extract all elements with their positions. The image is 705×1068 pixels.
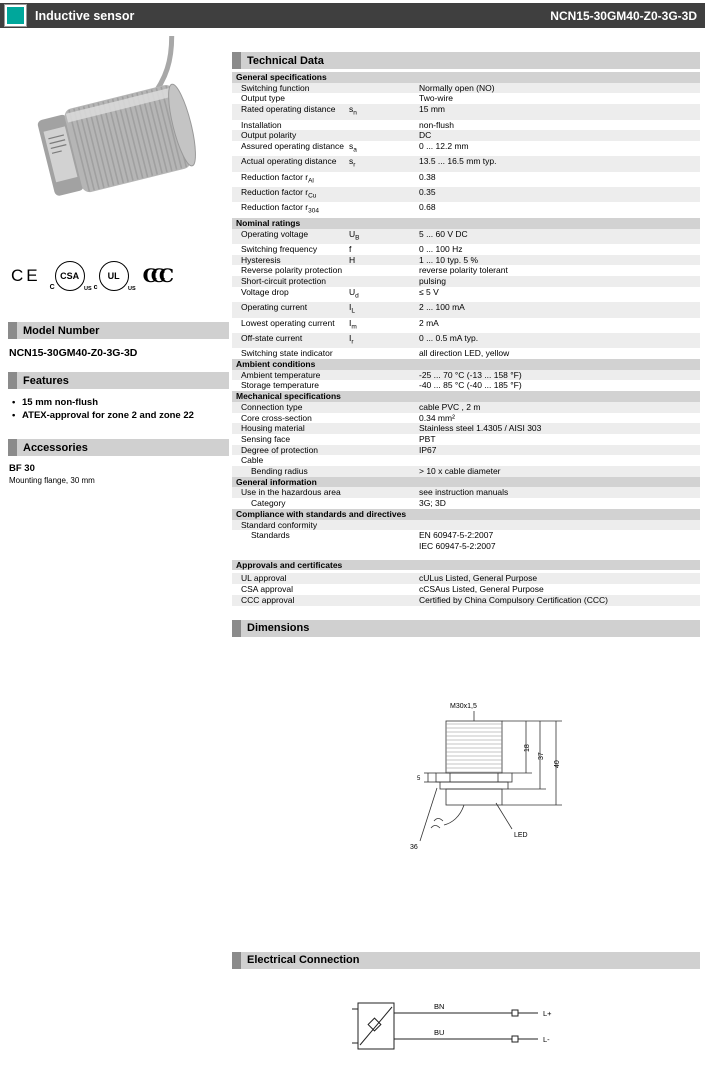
sensing-face-marks	[352, 1009, 358, 1043]
sensor-symbol-square	[368, 1018, 381, 1031]
row-value: 5 ... 60 V DC	[419, 228, 468, 239]
dim-thread-hatch	[446, 724, 502, 772]
row-value: 1 ... 10 typ. 5 %	[419, 254, 479, 265]
dim-led-leader	[496, 803, 512, 829]
row-value: 0 ... 0.5 mA typ.	[419, 332, 479, 343]
model-number-heading: Model Number	[23, 324, 100, 337]
table-row	[232, 423, 700, 434]
row-symbol	[349, 187, 419, 202]
section-header-label: Mechanical specifications	[236, 391, 341, 402]
row-symbol	[349, 348, 419, 359]
row-symbol	[349, 455, 419, 466]
row-value: reverse polarity tolerant	[419, 265, 508, 276]
table-section-header	[232, 509, 700, 520]
row-value: pulsing	[419, 276, 446, 287]
brand-square-icon	[5, 5, 26, 26]
row-symbol	[349, 202, 419, 217]
table-row	[232, 402, 700, 413]
wire-label-bn: BN	[434, 1001, 445, 1011]
row-symbol	[349, 423, 419, 434]
row-label: Reduction factor $r_{304}$	[241, 202, 319, 216]
section-header-label: Approvals and certificates	[236, 559, 343, 570]
row-label: CSA approval	[241, 584, 293, 595]
row-symbol	[349, 595, 419, 606]
terminal-l-minus	[512, 1036, 518, 1042]
supply-label-l-minus: L-	[543, 1034, 550, 1044]
table-row	[232, 83, 700, 94]
row-symbol	[349, 83, 419, 94]
table-gap	[232, 552, 700, 560]
dim-lower-body	[446, 789, 502, 805]
row-value: Two-wire	[419, 93, 454, 104]
table-row	[232, 276, 700, 287]
table-row	[232, 455, 700, 466]
row-label: Cable	[241, 455, 264, 466]
certification-logos	[8, 254, 229, 298]
row-value: 0 ... 100 Hz	[419, 243, 463, 254]
table-row	[232, 156, 700, 171]
row-symbol	[349, 402, 419, 413]
ul-us-label: US	[127, 286, 136, 292]
row-label: UL approval	[241, 573, 287, 584]
row-label: Rated operating distance	[241, 104, 336, 115]
row-symbol: $I_L$	[349, 302, 355, 315]
accessories-heading: Accessories	[23, 441, 88, 454]
dim-label-5: 5	[417, 775, 421, 782]
row-symbol: H	[349, 254, 356, 265]
product-photo	[8, 36, 229, 248]
row-label: Storage temperature	[241, 380, 319, 391]
row-value	[419, 455, 700, 466]
row-symbol	[349, 130, 419, 141]
dim-label-40: 40	[554, 759, 561, 768]
row-symbol	[349, 93, 419, 104]
left-column	[8, 36, 229, 485]
row-symbol: $I_m$	[349, 317, 357, 331]
table-row	[232, 187, 700, 202]
dimension-drawing-area	[390, 697, 700, 882]
table-row	[232, 255, 700, 266]
table-section-header	[232, 218, 700, 229]
table-row	[232, 229, 700, 244]
row-value: 2 ... 100 mA	[419, 302, 465, 313]
row-label: Reduction factor $r_{Al}$	[241, 171, 314, 185]
row-symbol	[349, 573, 419, 584]
row-value: IP67	[419, 444, 437, 455]
table-section-header	[232, 477, 700, 488]
row-label: Short-circuit protection	[241, 276, 327, 287]
terminal-l-plus	[512, 1010, 518, 1016]
model-number-value: NCN15-30GM40-Z0-3G-3D	[9, 347, 138, 359]
row-value: -40 ... 85 °C (-40 ... 185 °F)	[419, 380, 522, 391]
row-label: Bending radius	[251, 466, 308, 477]
table-row	[232, 348, 700, 359]
row-symbol	[349, 498, 419, 509]
row-value: EN 60947-5-2:2007 IEC 60947-5-2:2007	[419, 530, 496, 551]
row-value: 13.5 ... 16.5 mm typ.	[419, 156, 497, 167]
ul-logo	[93, 261, 136, 292]
dim-36-leader	[420, 788, 437, 841]
row-value: cable PVC , 2 m	[419, 401, 481, 412]
dimension-drawing	[390, 697, 600, 877]
row-symbol: f	[349, 243, 352, 254]
row-value: > 10 x cable diameter	[419, 466, 501, 477]
row-label: Voltage drop	[241, 286, 289, 297]
table-row	[232, 370, 700, 381]
row-label: Hysteresis	[241, 254, 281, 265]
table-row	[232, 120, 700, 131]
table-row	[232, 466, 700, 477]
table-row	[232, 202, 700, 217]
features-list	[11, 396, 229, 422]
row-value: ≤ 5 V	[419, 286, 439, 297]
model-number-section-bar	[8, 322, 229, 339]
row-label: Output type	[241, 93, 285, 104]
row-value: non-flush	[419, 119, 454, 130]
row-label: Switching state indicator	[241, 348, 333, 359]
table-row	[232, 333, 700, 348]
row-label: Connection type	[241, 401, 303, 412]
right-column	[232, 52, 700, 1068]
row-value: DC	[419, 130, 432, 141]
dimensions-section-bar	[232, 620, 700, 637]
row-symbol: $s_a$	[349, 140, 357, 154]
row-value: 0.68	[419, 202, 436, 213]
row-symbol	[349, 520, 419, 531]
row-label: Operating current	[241, 302, 308, 313]
table-row	[232, 93, 700, 104]
electrical-connection-heading: Electrical Connection	[247, 954, 360, 966]
features-heading: Features	[23, 374, 69, 387]
section-header-label: Compliance with standards and directives	[236, 508, 407, 519]
row-symbol	[349, 445, 419, 456]
row-value: all direction LED, yellow	[419, 348, 510, 359]
row-value: PBT	[419, 433, 436, 444]
technical-data-table	[232, 72, 700, 606]
dimensions-heading: Dimensions	[247, 622, 310, 634]
row-label: Lowest operating current	[241, 317, 335, 328]
row-symbol	[349, 276, 419, 287]
csa-logo	[49, 261, 92, 292]
row-symbol: $s_r$	[349, 156, 356, 169]
table-section-header	[232, 359, 700, 370]
row-label: Standards	[251, 530, 290, 541]
table-row	[232, 445, 700, 456]
electrical-connection-section-bar	[232, 952, 700, 969]
row-label: Use in the hazardous area	[241, 487, 341, 498]
row-label: Sensing face	[241, 433, 291, 444]
row-value: see instruction manuals	[419, 487, 509, 498]
dim-flange-nut	[436, 773, 512, 782]
electrical-diagram-area	[342, 991, 700, 1068]
row-label: Assured operating distance	[241, 140, 345, 151]
section-header-label: Nominal ratings	[236, 217, 301, 228]
section-header-label: General information	[236, 476, 317, 487]
row-symbol	[349, 120, 419, 131]
row-value: 0 ... 12.2 mm	[419, 140, 469, 151]
section-header-label: General specifications	[236, 72, 327, 82]
table-row	[232, 141, 700, 156]
row-symbol	[349, 434, 419, 445]
part-number-title: NCN15-30GM40-Z0-3G-3D	[550, 8, 697, 23]
row-symbol: $I_r$	[349, 332, 354, 346]
dim-label-thread: M30x1,5	[450, 702, 477, 710]
table-row	[232, 130, 700, 141]
row-label: Off-state current	[241, 332, 303, 343]
row-symbol	[349, 487, 419, 498]
ccc-logo: CCC	[142, 265, 167, 287]
table-row	[232, 172, 700, 187]
row-value: Normally open (NO)	[419, 82, 495, 93]
row-symbol	[349, 172, 419, 187]
row-value: cCSAus Listed, General Purpose	[419, 584, 544, 595]
row-label: Core cross-section	[241, 412, 312, 423]
accessory-description: Mounting flange, 30 mm	[9, 476, 95, 485]
row-value: Stainless steel 1.4305 / AISI 303	[419, 423, 542, 434]
product-family-title: Inductive sensor	[35, 8, 135, 23]
row-symbol	[349, 370, 419, 381]
row-label: Housing material	[241, 423, 305, 434]
csa-us-label: US	[83, 286, 92, 292]
row-value: -25 ... 70 °C (-13 ... 158 °F)	[419, 369, 522, 380]
table-row	[232, 573, 700, 584]
supply-label-l-plus: L+	[543, 1008, 552, 1018]
table-row	[232, 487, 700, 498]
row-symbol	[349, 530, 419, 551]
table-section-header	[232, 560, 700, 571]
table-section-header	[232, 72, 700, 83]
row-symbol	[349, 380, 419, 391]
row-symbol: $U_d$	[349, 286, 359, 300]
dim-barrel	[446, 721, 502, 773]
row-label: Output polarity	[241, 130, 297, 141]
dim-cable	[444, 805, 464, 825]
row-label: Switching function	[241, 82, 310, 93]
table-row	[232, 595, 700, 606]
dim-label-18: 18	[524, 743, 531, 752]
table-row	[232, 265, 700, 276]
electrical-connection-diagram	[342, 991, 592, 1063]
ul-c-label: c	[93, 284, 98, 291]
row-label: Standard conformity	[241, 519, 318, 530]
row-value: 3G; 3D	[419, 498, 446, 509]
row-value: 0.34 mm²	[419, 412, 455, 423]
wire-label-bu: BU	[434, 1027, 445, 1037]
row-value: 0.35	[419, 187, 436, 198]
row-value: 2 mA	[419, 317, 439, 328]
row-label: Category	[251, 498, 286, 509]
row-label: CCC approval	[241, 594, 295, 605]
row-label: Actual operating distance	[241, 156, 337, 167]
row-symbol: $s_n$	[349, 104, 357, 117]
row-symbol: $U_B$	[349, 228, 360, 242]
csa-c-label: C	[49, 284, 55, 291]
technical-data-heading: Technical Data	[247, 54, 324, 67]
row-value: cULus Listed, General Purpose	[419, 573, 538, 584]
table-row	[232, 318, 700, 333]
row-value: Certified by China Compulsory Certification (CCC)	[419, 594, 608, 605]
table-row	[232, 302, 700, 317]
dim-label-37: 37	[538, 751, 545, 760]
row-value: 15 mm	[419, 104, 445, 115]
row-label: Installation	[241, 119, 282, 130]
row-label: Ambient temperature	[241, 369, 321, 380]
dim-cable-break	[431, 818, 443, 828]
ce-mark-logo: CE	[11, 266, 41, 285]
table-row	[232, 520, 700, 531]
dim-label-led: LED	[514, 831, 528, 839]
row-symbol	[349, 413, 419, 424]
table-row	[232, 287, 700, 302]
feature-item: • 15 mm non-flush	[11, 396, 229, 409]
table-section-header	[232, 391, 700, 402]
table-row	[232, 380, 700, 391]
csa-main-label: CSA	[60, 271, 80, 281]
title-bar	[0, 3, 705, 28]
technical-data-section-bar	[232, 52, 700, 69]
row-symbol	[349, 584, 419, 595]
row-symbol	[349, 466, 419, 477]
row-value	[419, 520, 700, 531]
ul-main-label: UL	[107, 271, 120, 281]
features-section-bar	[8, 372, 229, 389]
row-label: Reverse polarity protection	[241, 265, 343, 276]
row-value: 0.38	[419, 171, 436, 182]
row-symbol	[349, 265, 419, 276]
row-label: Reduction factor $r_{Cu}$	[241, 187, 317, 200]
table-row	[232, 498, 700, 509]
dim-label-36: 36	[410, 843, 418, 851]
table-row	[232, 244, 700, 255]
feature-item: • ATEX-approval for zone 2 and zone 22	[11, 409, 229, 422]
accessory-name: BF 30	[9, 463, 35, 474]
table-row	[232, 104, 700, 119]
row-label: Switching frequency	[241, 243, 318, 254]
table-row	[232, 413, 700, 424]
section-header-label: Ambient conditions	[236, 359, 316, 370]
table-row	[232, 434, 700, 445]
row-label: Degree of protection	[241, 444, 319, 455]
table-row	[232, 584, 700, 595]
accessories-section-bar	[8, 439, 229, 456]
table-row	[232, 530, 700, 551]
row-label: Operating voltage	[241, 228, 309, 239]
